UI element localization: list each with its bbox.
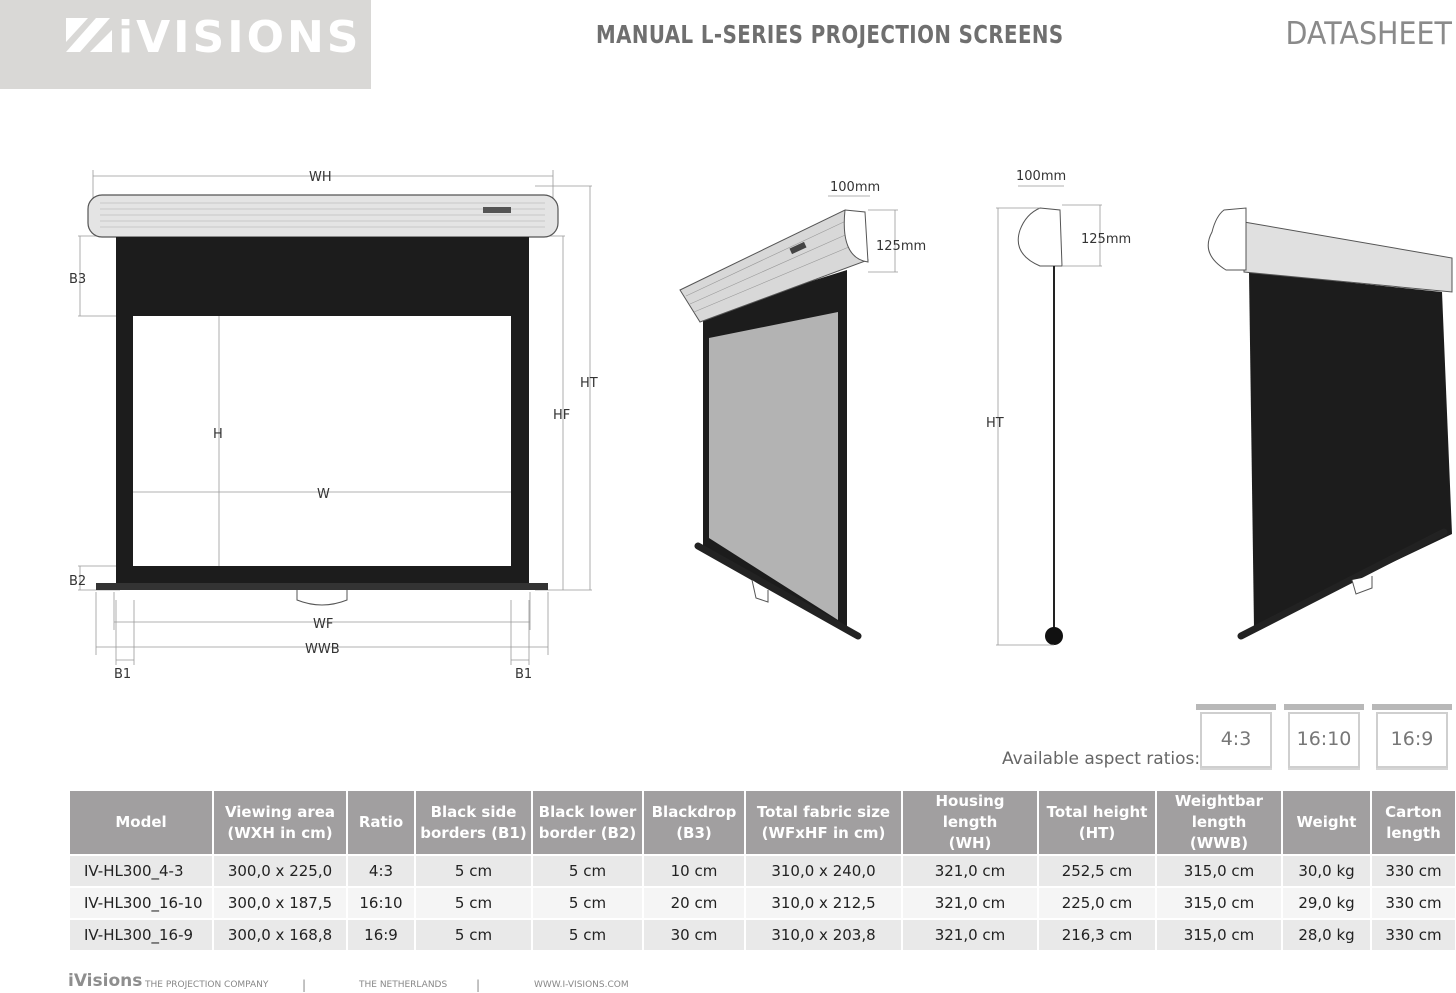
label-ht: HT	[580, 376, 598, 391]
label-wh: WH	[309, 170, 332, 185]
col-weight: Weight	[1282, 791, 1371, 855]
col-side-borders: Black side borders (B1)	[415, 791, 532, 855]
label-hf: HF	[553, 408, 571, 423]
table-cell: 29,0 kg	[1282, 887, 1371, 919]
table-cell: 30 cm	[643, 919, 745, 950]
table-cell: 310,0 x 212,5	[745, 887, 902, 919]
label-height-b: 125mm	[1081, 232, 1132, 247]
table-cell: 30,0 kg	[1282, 855, 1371, 887]
label-wf: WF	[313, 617, 334, 632]
col-weightbar-length: Weightbar length (WWB)	[1156, 791, 1282, 855]
table-cell: 252,5 cm	[1038, 855, 1156, 887]
specifications-table	[70, 791, 1456, 950]
table-cell: 321,0 cm	[902, 855, 1038, 887]
footer-tagline: THE PROJECTION COMPANY	[145, 980, 269, 990]
table-row	[70, 919, 1456, 950]
table-cell: 315,0 cm	[1156, 887, 1282, 919]
footer-separator: |	[302, 978, 307, 992]
footer-website[interactable]: WWW.I-VISIONS.COM	[534, 980, 629, 990]
table-cell: 4:3	[347, 855, 415, 887]
table-cell: 10 cm	[643, 855, 745, 887]
col-viewing-area: Viewing area (WXH in cm)	[213, 791, 347, 855]
table-row	[70, 855, 1456, 887]
aspect-ratios-label: Available aspect ratios:	[1002, 749, 1201, 769]
label-depth-b: 100mm	[1016, 169, 1067, 184]
ratio-16-10-label: 16:10	[1296, 728, 1352, 750]
col-fabric-size: Total fabric size (WFxHF in cm)	[745, 791, 902, 855]
table-cell: 5 cm	[532, 887, 643, 919]
label-b1-left: B1	[114, 667, 132, 682]
table-cell: 330 cm	[1371, 919, 1456, 950]
label-depth-a: 100mm	[830, 180, 881, 195]
table-cell: IV-HL300_16-9	[70, 919, 213, 950]
table-cell: 315,0 cm	[1156, 919, 1282, 950]
footer-country: THE NETHERLANDS	[359, 980, 448, 990]
label-wwb: WWB	[305, 642, 340, 657]
table-cell: 321,0 cm	[902, 887, 1038, 919]
label-b3: B3	[69, 272, 87, 287]
table-cell: IV-HL300_4-3	[70, 855, 213, 887]
table-cell: 28,0 kg	[1282, 919, 1371, 950]
table-cell: 330 cm	[1371, 855, 1456, 887]
ratio-16-10-icon	[1284, 704, 1364, 768]
ratio-4-3-icon	[1196, 704, 1276, 768]
label-w: W	[317, 487, 330, 502]
ratio-4-3-label: 4:3	[1220, 728, 1252, 750]
footer-separator: |	[476, 978, 481, 992]
table-cell: 300,0 x 187,5	[213, 887, 347, 919]
table-cell: 315,0 cm	[1156, 855, 1282, 887]
page-title: MANUAL L-SERIES PROJECTION SCREENS	[596, 20, 1064, 49]
ratio-16-9-icon	[1372, 704, 1452, 768]
table-cell: IV-HL300_16-10	[70, 887, 213, 919]
label-h: H	[213, 427, 223, 442]
table-cell: 216,3 cm	[1038, 919, 1156, 950]
table-cell: 5 cm	[415, 919, 532, 950]
table-cell: 310,0 x 240,0	[745, 855, 902, 887]
col-blackdrop: Blackdrop (B3)	[643, 791, 745, 855]
col-housing-length: Housing length (WH)	[902, 791, 1038, 855]
table-cell: 20 cm	[643, 887, 745, 919]
table-cell: 16:10	[347, 887, 415, 919]
col-lower-border: Black lower border (B2)	[532, 791, 643, 855]
table-cell: 330 cm	[1371, 887, 1456, 919]
table-header-row	[70, 791, 1456, 855]
label-b1-right: B1	[515, 667, 533, 682]
label-b2: B2	[69, 574, 87, 589]
table-cell: 225,0 cm	[1038, 887, 1156, 919]
table-cell: 300,0 x 225,0	[213, 855, 347, 887]
col-model: Model	[70, 791, 213, 855]
table-cell: 5 cm	[415, 887, 532, 919]
table-cell: 321,0 cm	[902, 919, 1038, 950]
label-height-a: 125mm	[876, 239, 927, 254]
table-cell: 5 cm	[532, 855, 643, 887]
table-cell: 5 cm	[532, 919, 643, 950]
table-cell: 5 cm	[415, 855, 532, 887]
label-ht-side: HT	[986, 416, 1004, 431]
col-carton-length: Carton length	[1371, 791, 1456, 855]
table-cell: 16:9	[347, 919, 415, 950]
table-row	[70, 887, 1456, 919]
col-total-height: Total height (HT)	[1038, 791, 1156, 855]
ratio-16-9-label: 16:9	[1390, 728, 1434, 750]
footer-brand: iVisions	[68, 971, 143, 991]
table-cell: 300,0 x 168,8	[213, 919, 347, 950]
logo-text: iVISIONS	[118, 12, 362, 63]
col-ratio: Ratio	[347, 791, 415, 855]
document-type: DATASHEET	[1285, 16, 1452, 52]
table-cell: 310,0 x 203,8	[745, 919, 902, 950]
